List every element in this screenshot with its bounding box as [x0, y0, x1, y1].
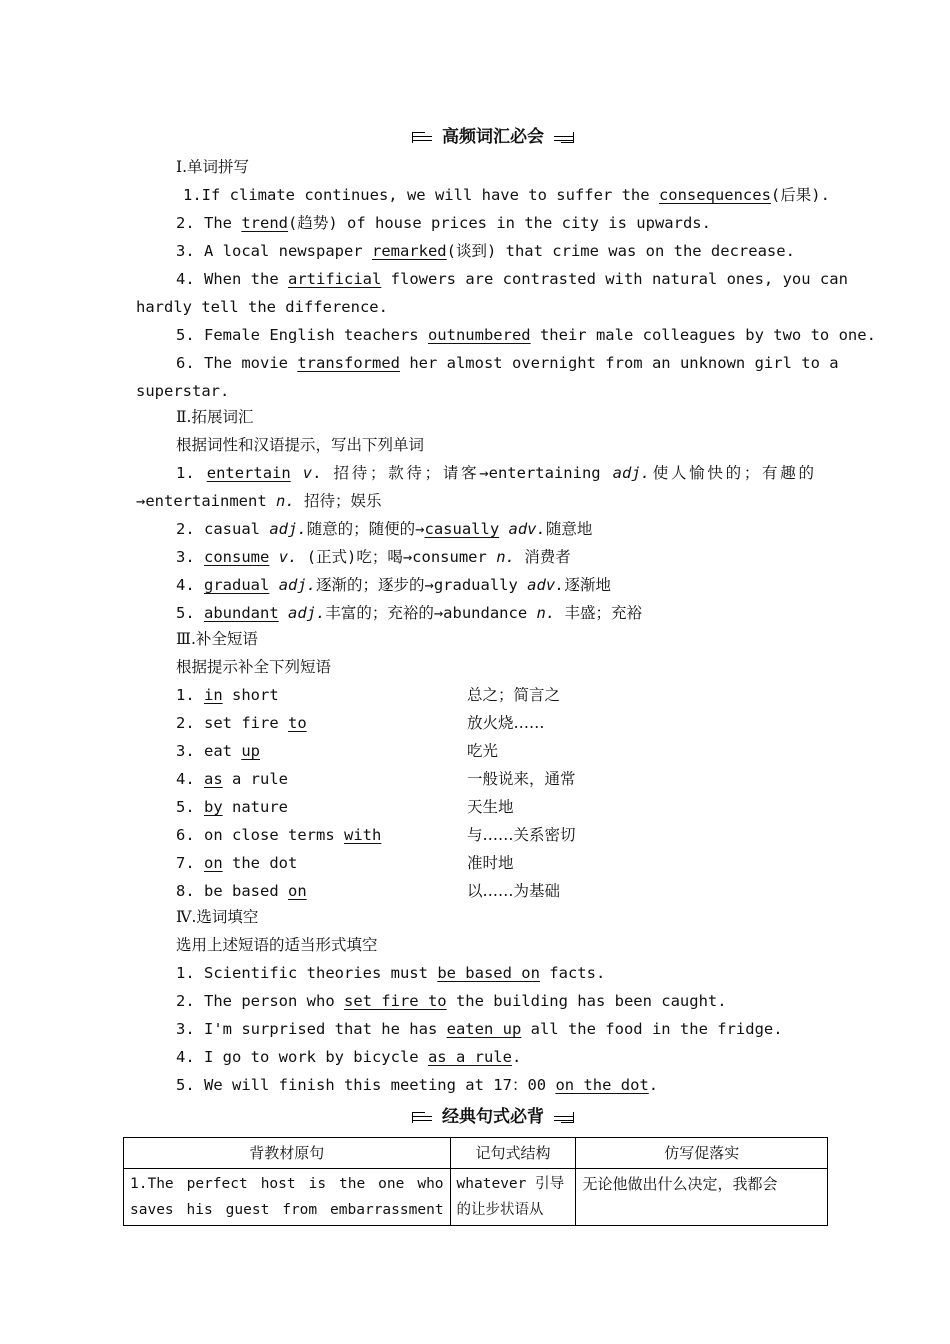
list-item: 2. The trend(趋势) of house prices in the city is upwards. — [176, 214, 711, 232]
phrase-item: 1. in short — [176, 686, 279, 704]
answer-blank: up — [241, 742, 261, 760]
section-title-spelling: Ⅰ.单词拼写 — [176, 158, 250, 176]
answer-blank: eaten up — [446, 1020, 522, 1038]
phrase-meaning: 与……关系密切 — [467, 826, 576, 844]
answer-blank: on — [204, 854, 223, 872]
column-header: 仿写促落实 — [576, 1138, 828, 1169]
list-item: 1.If climate continues, we will have to suffer the consequences(后果). — [183, 186, 830, 204]
list-item: 4. gradual adj.逐渐的；逐步的→gradually adv.逐渐地 — [176, 576, 612, 594]
section-banner-sentences — [412, 1106, 574, 1128]
table-row — [124, 1169, 828, 1226]
answer-blank: outnumbered — [427, 326, 531, 344]
table-header-row — [124, 1138, 828, 1169]
list-item: 3. consume v. (正式)吃；喝→consumer n. 消费者 — [176, 548, 571, 566]
list-item: 5. abundant adj.丰富的；充裕的→abundance n. 丰盛；充裕 — [176, 604, 643, 622]
answer-blank: artificial — [288, 270, 382, 288]
phrase-meaning: 天生地 — [467, 798, 514, 816]
answer-blank: transformed — [297, 354, 400, 372]
column-header: 背教材原句 — [124, 1138, 451, 1169]
answer-blank: with — [343, 826, 382, 844]
phrase-item: 3. eat up — [176, 742, 261, 760]
list-item: 5. We will finish this meeting at 17：00 on the dot. — [176, 1076, 659, 1094]
phrase-item: 5. by nature — [176, 798, 289, 816]
column-header: 记句式结构 — [450, 1138, 576, 1169]
section-title-phrases: Ⅲ.补全短语 — [176, 630, 258, 648]
phrase-item: 2. set fire to — [176, 714, 307, 732]
section-title-expansion: Ⅱ.拓展词汇 — [176, 408, 254, 426]
phrase-item: 6. on close terms with — [176, 826, 382, 844]
list-item: 1. entertain v. 招待；款待；请客→entertaining adj.使人愉快的；有趣的 — [176, 464, 814, 482]
section-instruction: 根据词性和汉语提示，写出下列单词 — [176, 436, 425, 454]
list-item: 2. The person who set fire to the building has been caught. — [176, 992, 727, 1010]
section-instruction: 选用上述短语的适当形式填空 — [176, 936, 378, 954]
list-item-continuation: superstar. — [136, 382, 230, 400]
answer-blank: as a rule — [427, 1048, 512, 1066]
table-cell-imitation: 无论他做出什么决定，我都会 — [576, 1169, 828, 1226]
phrase-meaning: 以……为基础 — [467, 882, 561, 900]
list-item: 2. casual adj.随意的；随便的→casually adv.随意地 — [176, 520, 593, 538]
answer-blank: in — [204, 686, 223, 704]
answer-blank: on the dot — [555, 1076, 649, 1094]
answer-blank: entertain — [206, 464, 291, 482]
list-item: 3. A local newspaper remarked(谈到) that crime was on the decrease. — [176, 242, 795, 260]
answer-blank: set fire to — [343, 992, 447, 1010]
answer-blank: as — [204, 770, 223, 788]
answer-blank: trend — [241, 214, 289, 232]
answer-blank: consequences — [658, 186, 771, 204]
answer-blank: remarked — [371, 242, 447, 260]
section-instruction: 根据提示补全下列短语 — [176, 658, 332, 676]
table-cell-structure: whatever 引导 的让步状语从 — [450, 1169, 576, 1226]
list-item: 4. I go to work by bicycle as a rule. — [176, 1048, 522, 1066]
answer-blank: gradual — [204, 576, 270, 594]
section-title-fill-in: Ⅳ.选词填空 — [176, 908, 259, 926]
answer-blank: consume — [204, 548, 270, 566]
answer-blank: be based on — [437, 964, 540, 982]
answer-blank: casually — [424, 520, 500, 538]
table-cell-original: 1.The perfect host is the one who saves his guest from embarrassment — [124, 1169, 451, 1226]
answer-blank: abundant — [204, 604, 279, 622]
list-item: 1. Scientific theories must be based on facts. — [176, 964, 606, 982]
answer-blank: to — [288, 714, 307, 732]
answer-blank: by — [204, 798, 223, 816]
list-item: 5. Female English teachers outnumbered their male colleagues by two to one. — [176, 326, 876, 344]
phrase-item: 4. as a rule — [176, 770, 289, 788]
phrase-meaning: 放火烧…… — [467, 714, 545, 732]
list-item-continuation: →entertainment n. 招待；娱乐 — [136, 492, 382, 510]
answer-blank: on — [288, 882, 307, 900]
phrase-item: 7. on the dot — [176, 854, 298, 872]
phrase-meaning: 一般说来，通常 — [467, 770, 576, 788]
banner-title: 经典句式必背 — [432, 1106, 554, 1128]
sentence-table — [123, 1137, 828, 1226]
section-banner-vocabulary — [412, 126, 574, 148]
list-item: 4. When the artificial flowers are contrasted with natural ones, you can — [176, 270, 848, 288]
phrase-meaning: 吃光 — [467, 742, 499, 760]
list-item-continuation: hardly tell the difference. — [136, 298, 388, 316]
list-item: 6. The movie transformed her almost overnight from an unknown girl to a — [176, 354, 839, 372]
phrase-item: 8. be based on — [176, 882, 307, 900]
phrase-meaning: 总之；简言之 — [467, 686, 561, 704]
list-item: 3. I'm surprised that he has eaten up all the food in the fridge. — [176, 1020, 783, 1038]
banner-title: 高频词汇必会 — [432, 126, 554, 148]
phrase-meaning: 准时地 — [467, 854, 514, 872]
